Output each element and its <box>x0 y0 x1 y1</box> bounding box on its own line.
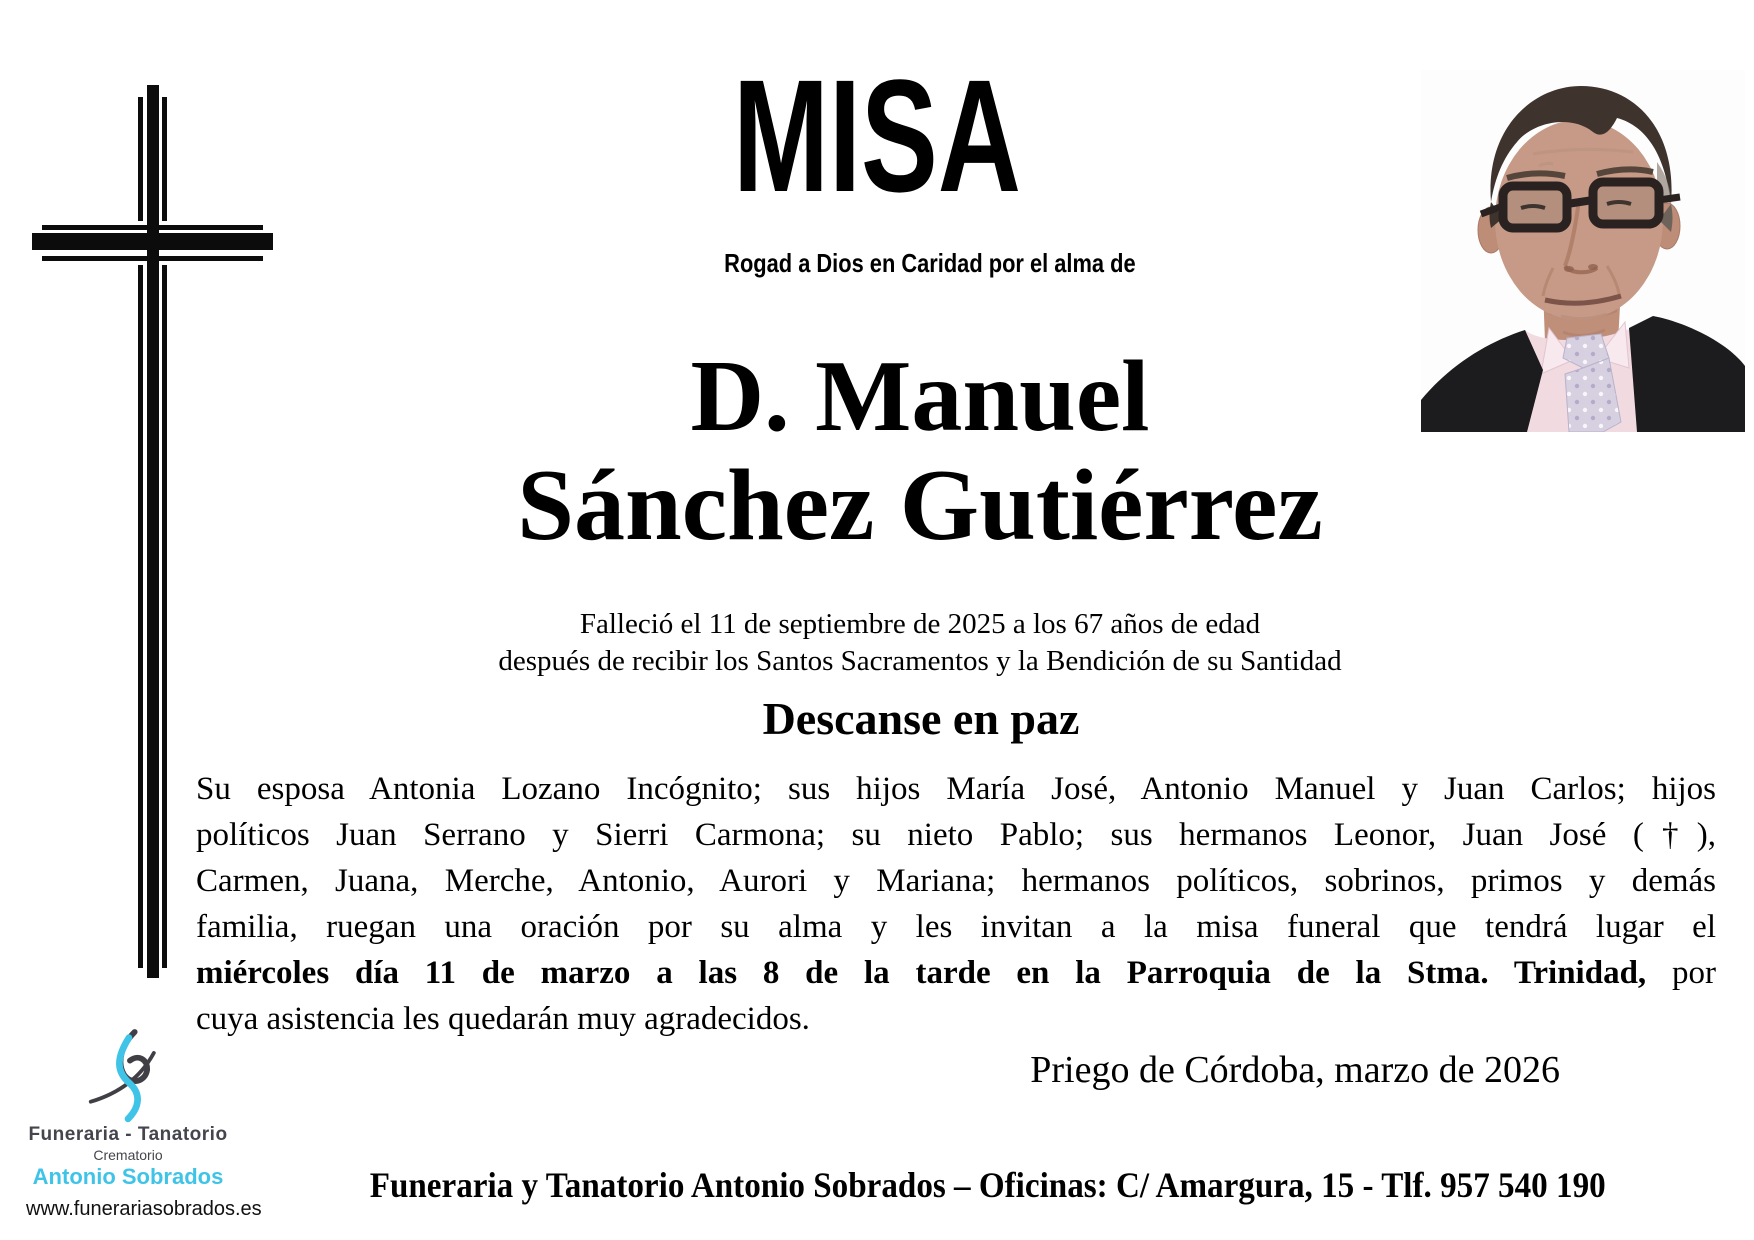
deceased-name-line-2: Sánchez Gutiérrez <box>517 449 1323 563</box>
funeral-home-footer <box>222 1164 1754 1206</box>
deceased-name-line-1: D. Manuel <box>690 340 1150 453</box>
death-date-line: Falleció el 11 de septiembre de 2025 a los 67 años de edad <box>579 608 1261 640</box>
logo-antonio-sobrados-label: Antonio Sobrados <box>32 1164 224 1189</box>
deceased-portrait-photo <box>1421 70 1745 432</box>
page-title-text: MISA <box>733 46 1021 225</box>
logo-funeraria-tanatorio-label: Funeraria - Tanatorio <box>28 1124 228 1145</box>
death-info <box>86 606 1754 680</box>
obituary-text: familia, ruegan una oración por su alma y les invitan a la misa funeral que tendrá lugar el <box>196 909 1716 945</box>
sacraments-line: después de recibir los Santos Sacramentos y la Bendición de su Santidad <box>498 645 1342 677</box>
obituary-highlight-text: miércoles día 11 de marzo a las 8 de la tarde en la Parroquia de la Stma. Trinidad, <box>196 955 1647 991</box>
funeral-home-footer-text: Funeraria y Tanatorio Antonio Sobrados – Oficinas: C/ Amargura, 15 - Tlf. 957 540 190 <box>370 1165 1606 1205</box>
funeral-home-logo <box>26 1024 262 1221</box>
obituary-paragraph-line <box>196 904 1716 950</box>
obituary-paragraph-line <box>196 858 1716 904</box>
obituary-subtitle-text: Rogad a Dios en Caridad por el alma de <box>724 248 1136 278</box>
obituary-paragraph-line <box>196 812 1716 858</box>
obituary-text: por <box>1646 955 1716 991</box>
place-date-line: Priego de Córdoba, marzo de 2026 <box>1030 1049 1560 1091</box>
obituary-paragraph-line <box>196 950 1716 996</box>
obituary-text: Carmen, Juana, Merche, Antonio, Aurori y Mariana; hermanos políticos, sobrinos, primos y demás <box>196 863 1716 899</box>
logo-website-url: www.funerariasobrados.es <box>26 1198 262 1220</box>
obituary-paragraph-line <box>196 766 1716 812</box>
logo-crematorio-label: Crematorio <box>93 1147 163 1163</box>
swirl-logo-icon <box>85 1024 171 1124</box>
obituary-paragraph-line <box>196 996 1716 1042</box>
obituary-paragraph <box>196 766 1716 1042</box>
rest-in-peace-line: Descanse en paz <box>762 693 1080 744</box>
obituary-text: políticos Juan Serrano y Sierri Carmona; su nieto Pablo; sus hermanos Leonor, Juan José (†), <box>196 817 1716 853</box>
obituary-text: cuya asistencia les quedarán muy agradecidos. <box>196 1001 810 1037</box>
obituary-text: Su esposa Antonia Lozano Incógnito; sus hijos María José, Antonio Manuel y Juan Carlos; hijos <box>196 771 1716 807</box>
